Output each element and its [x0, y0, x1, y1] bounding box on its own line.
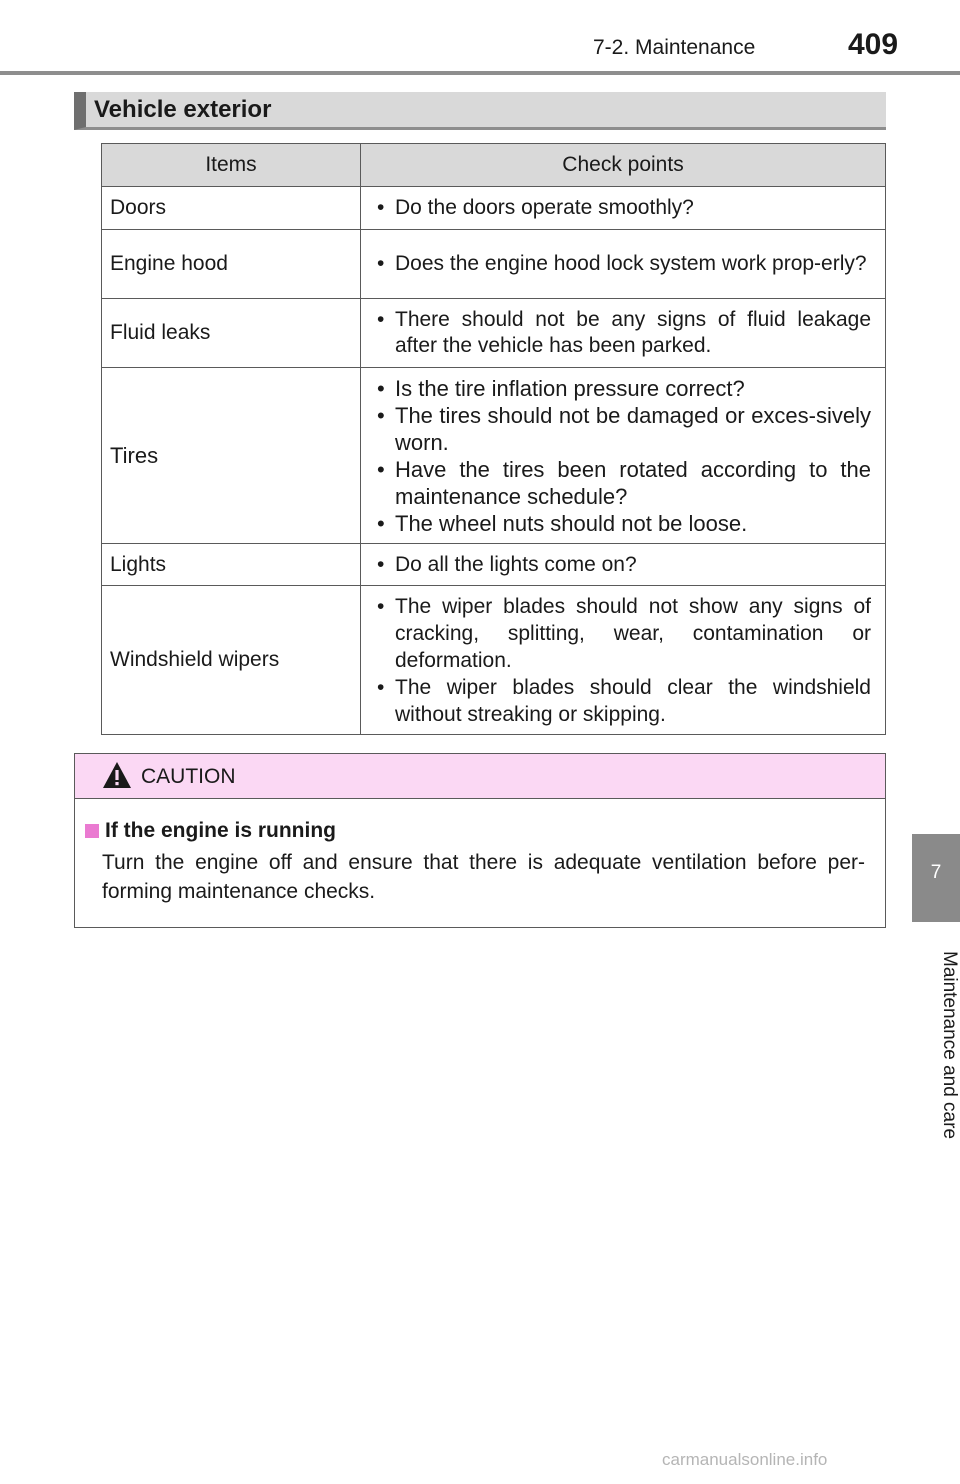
caution-label: CAUTION — [141, 765, 236, 788]
section-heading-text: Vehicle exterior — [94, 96, 272, 123]
column-header-items: Items — [102, 144, 361, 187]
watermark: carmanualsonline.info — [662, 1450, 828, 1469]
check-point: • Do the doors operate smoothly? — [373, 195, 871, 221]
page-header — [0, 0, 960, 76]
check-point: • The tires should not be damaged or exces-sively worn. — [373, 402, 871, 456]
section-heading — [74, 92, 886, 130]
caution-title-text: If the engine is running — [105, 819, 336, 842]
item-cell: Engine hood — [102, 230, 361, 299]
check-table — [101, 143, 886, 735]
check-point: • Is the tire inflation pressure correct? — [373, 375, 871, 402]
table-row — [102, 299, 886, 368]
table-row — [102, 368, 886, 544]
check-points-cell — [361, 586, 886, 735]
caution-box — [74, 753, 886, 928]
chapter-tab — [912, 834, 960, 922]
chapter-title-text: Maintenance and care — [939, 950, 960, 1139]
check-point: • The wiper blades should not show any signs of cracking, splitting, wear, contamination or deformation. — [373, 593, 871, 674]
chapter-title — [912, 930, 960, 1160]
check-points-cell — [361, 299, 886, 368]
check-points-cell — [361, 544, 886, 586]
header-divider — [0, 71, 960, 75]
caution-title — [85, 817, 865, 845]
table-header-row — [102, 144, 886, 187]
item-cell: Tires — [102, 368, 361, 544]
check-point: • There should not be any signs of fluid leakage after the vehicle has been parked. — [373, 307, 871, 359]
caution-header — [75, 754, 885, 799]
section-label: 7-2. Maintenance — [593, 36, 756, 59]
item-cell: Windshield wipers — [102, 586, 361, 735]
check-point: • Do all the lights come on? — [373, 552, 871, 578]
item-cell: Lights — [102, 544, 361, 586]
column-header-check-points: Check points — [361, 144, 886, 187]
table-row — [102, 544, 886, 586]
item-cell: Doors — [102, 187, 361, 230]
check-point: • The wheel nuts should not be loose. — [373, 510, 871, 537]
page-number: 409 — [848, 28, 899, 61]
check-points-cell — [361, 230, 886, 299]
item-cell: Fluid leaks — [102, 299, 361, 368]
caution-text: Turn the engine off and ensure that there is adequate ventilation before per-forming maintenance checks. — [102, 851, 865, 903]
square-bullet-icon — [85, 824, 99, 838]
check-point: • Does the engine hood lock system work prop-erly? — [373, 251, 871, 277]
table-row — [102, 586, 886, 735]
warning-triangle-icon — [102, 760, 132, 790]
chapter-number: 7 — [930, 862, 942, 883]
table-row — [102, 187, 886, 230]
table-row — [102, 230, 886, 299]
check-point: • The wiper blades should clear the windshield without streaking or skipping. — [373, 674, 871, 728]
check-point: • Have the tires been rotated according to the maintenance schedule? — [373, 456, 871, 510]
caution-body — [75, 799, 885, 906]
check-points-cell — [361, 187, 886, 230]
check-points-cell — [361, 368, 886, 544]
